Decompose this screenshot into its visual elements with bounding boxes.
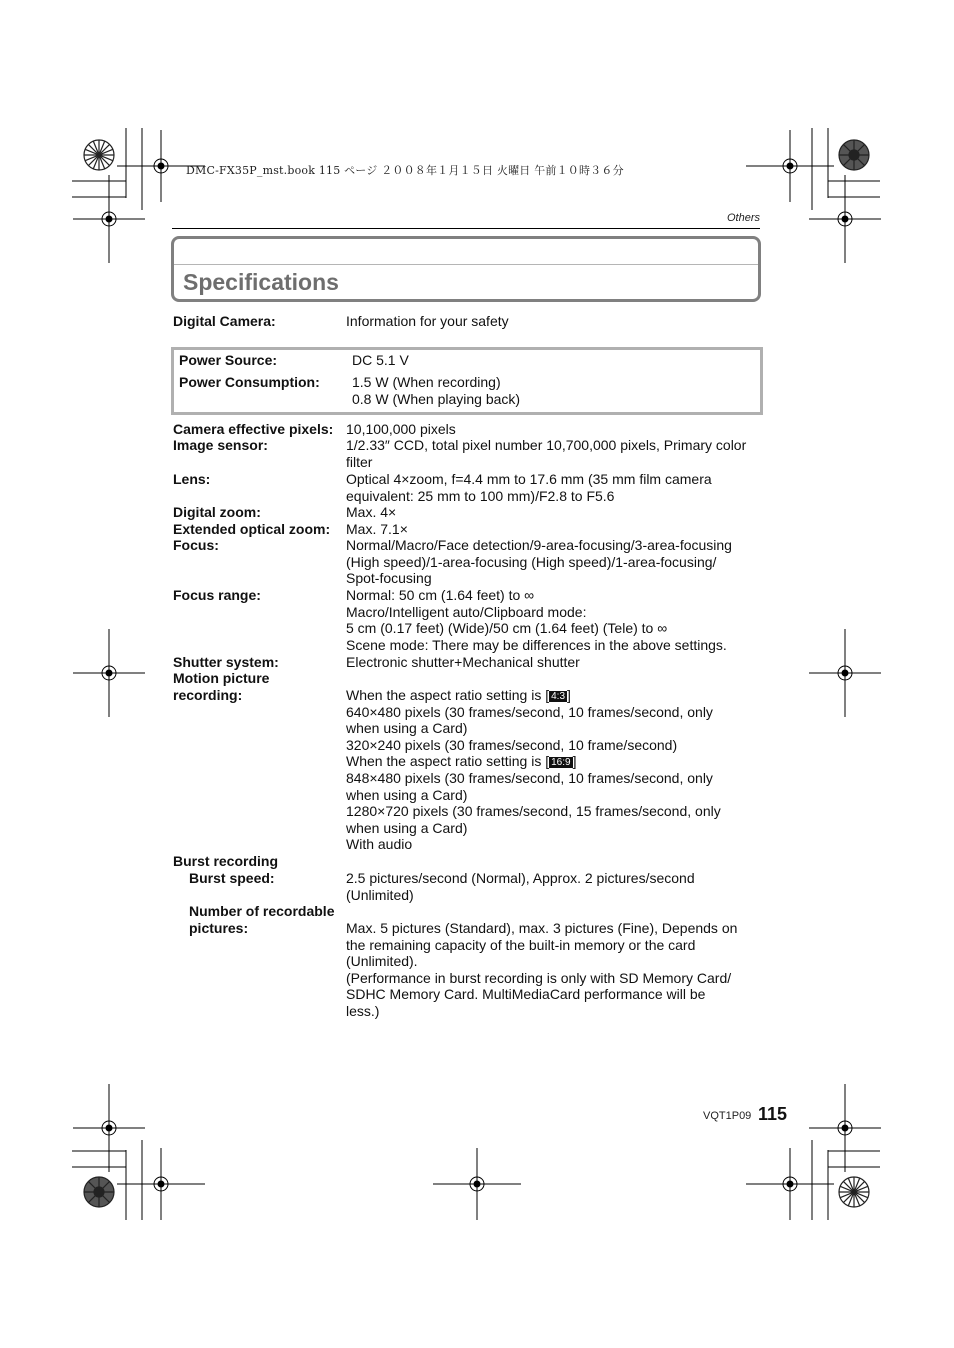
spec-value: Information for your safety — [346, 313, 509, 329]
star-target-dark — [84, 1177, 114, 1207]
page-title: Specifications — [183, 269, 339, 295]
spec-label: pictures: — [189, 920, 249, 936]
aspect-line-16-9: When the aspect ratio setting is [ 16:9 ] — [346, 753, 577, 770]
title-box-line — [174, 264, 758, 265]
spec-value: With audio — [346, 836, 413, 853]
spec-value: Normal/Macro/Face detection/9-area-focusing/3-area-focusing — [346, 537, 732, 553]
document-code: VQT1P09 — [703, 1110, 752, 1122]
spec-label: Image sensor: — [173, 437, 268, 453]
spec-value: when using a Card) — [346, 786, 468, 803]
aspect-16-9-icon: 16:9 — [551, 757, 571, 769]
spec-value: Normal: 50 cm (1.64 feet) to ∞ — [346, 587, 535, 603]
spec-value: the remaining capacity of the built-in memory or the card — [346, 936, 696, 953]
spec-value: Max. 4× — [346, 504, 397, 520]
spec-value: Macro/Intelligent auto/Clipboard mode: — [346, 603, 587, 620]
spec-value: 640×480 pixels (30 frames/second, 10 frames/second, only — [346, 703, 713, 720]
aspect-4-3-icon: 4:3 — [551, 691, 566, 702]
spec-value: DC 5.1 V — [352, 352, 409, 368]
aspect-line-4-3: When the aspect ratio setting is [ 4:3 ] — [346, 687, 571, 703]
spec-value: Max. 5 pictures (Standard), max. 3 pictures (Fine), Depends on — [346, 920, 738, 936]
running-head: Others — [726, 212, 760, 224]
spec-value: when using a Card) — [346, 720, 468, 737]
spec-label: Burst speed: — [189, 870, 275, 886]
spec-value: Spot-focusing — [346, 570, 432, 587]
spec-label: Focus: — [173, 537, 219, 553]
star-target — [839, 1177, 869, 1207]
power-box — [171, 347, 763, 415]
spec-label: Motion picture — [173, 670, 270, 686]
spec-value: 5 cm (0.17 feet) (Wide)/50 cm (1.64 feet) (Tele) to ∞ — [346, 620, 668, 637]
spec-label: Power Source: — [179, 352, 278, 368]
spec-label: Power Consumption: — [179, 374, 320, 390]
spec-value: 848×480 pixels (30 frames/second, 10 frames/second, only — [346, 769, 713, 786]
spec-heading: Burst recording — [173, 853, 279, 869]
spec-value: (High speed)/1-area-focusing (High speed)/1-area-focusing/ — [346, 553, 717, 570]
spec-value: equivalent: 25 mm to 100 mm)/F2.8 to F5.6 — [346, 487, 615, 504]
spec-value: (Unlimited). — [346, 953, 418, 970]
spec-label: Camera effective pixels: — [173, 421, 334, 437]
spec-value: 1280×720 pixels (30 frames/second, 15 frames/second, only — [346, 803, 721, 820]
printer-slug: DMC-FX35P_mst.book 115 ページ ２００８年１月１５日 火曜日 午前１０時３６分 — [186, 164, 624, 177]
spec-value: SDHC Memory Card. MultiMediaCard performance will be — [346, 986, 706, 1003]
spec-value: 1/2.33″ CCD, total pixel number 10,700,000 pixels, Primary color — [346, 437, 747, 453]
spec-value: Optical 4×zoom, f=4.4 mm to 17.6 mm (35 mm film camera — [346, 471, 712, 487]
spec-label: Digital Camera: — [173, 313, 276, 329]
star-target — [84, 140, 114, 170]
spec-value: 2.5 pictures/second (Normal), Approx. 2 pictures/second — [346, 870, 695, 886]
spec-value: 1.5 W (When recording) — [352, 374, 501, 390]
spec-label: Number of recordable — [189, 903, 335, 919]
header-rule — [172, 228, 760, 229]
spec-value: Max. 7.1× — [346, 521, 408, 537]
spec-value: (Performance in burst recording is only with SD Memory Card/ — [346, 969, 732, 986]
spec-value: Scene mode: There may be differences in the above settings. — [346, 636, 727, 653]
spec-value: filter — [346, 453, 373, 470]
spec-value: 320×240 pixels (30 frames/second, 10 frame/second) — [346, 736, 678, 753]
spec-label: recording: — [173, 687, 243, 703]
spec-value: 10,100,000 pixels — [346, 421, 456, 437]
spec-label: Lens: — [173, 471, 211, 487]
spec-label: Digital zoom: — [173, 504, 261, 520]
spec-value: (Unlimited) — [346, 886, 414, 903]
spec-value: 0.8 W (When playing back) — [352, 390, 521, 407]
spec-value: when using a Card) — [346, 819, 468, 836]
title-box — [171, 236, 761, 302]
spec-label: Shutter system: — [173, 654, 279, 670]
spec-value: Electronic shutter+Mechanical shutter — [346, 654, 580, 670]
spec-label: Focus range: — [173, 587, 261, 603]
star-target-dark — [839, 140, 869, 170]
spec-value: less.) — [346, 1002, 380, 1019]
page-number: 115 — [758, 1104, 788, 1124]
spec-label: Extended optical zoom: — [173, 521, 331, 537]
